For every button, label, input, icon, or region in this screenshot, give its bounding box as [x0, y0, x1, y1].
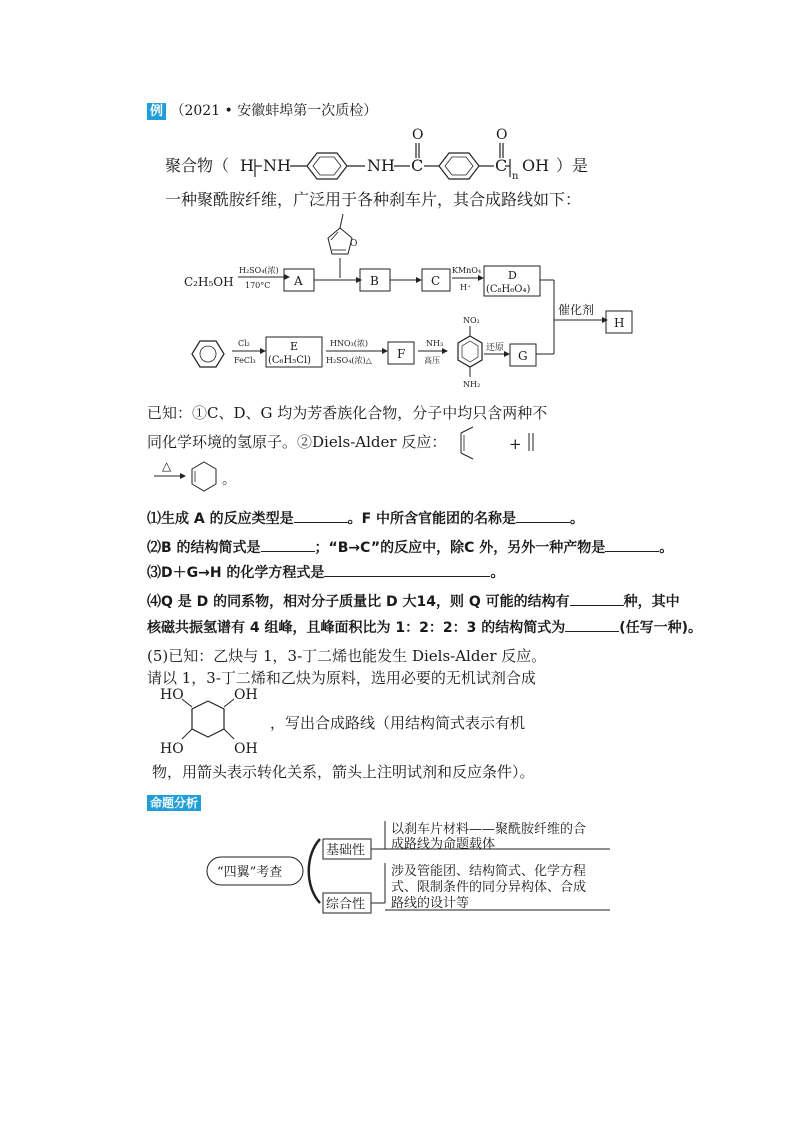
source-label: （2021 • 安徽蚌埠第一次质检） — [170, 103, 378, 119]
answer-blank-2a[interactable] — [261, 537, 315, 552]
example-tag: 例 — [147, 103, 166, 120]
box-f-label: F — [397, 347, 406, 361]
box-d-formula: (C₈H₆O₄) — [486, 284, 531, 295]
catalyst-label: 催化剂 — [558, 303, 595, 317]
box-d-label: D — [508, 269, 517, 282]
formula-nh2: NH — [367, 156, 395, 175]
box-c-label: C — [431, 274, 441, 288]
header — [147, 100, 377, 120]
intro-prefix: 聚合物（ — [165, 156, 230, 175]
question-5-line-3: ，写出合成路线（用结构简式表示有机 — [270, 714, 526, 732]
question-5-line-1: (5)已知：乙炔与 1，3-丁二烯也能发生 Diels-Alder 反应。 — [147, 647, 547, 665]
tetrol-oh-2: OH — [234, 741, 258, 757]
analysis-header — [147, 792, 201, 811]
formula-c1: C — [411, 156, 424, 175]
formula-o1: O — [412, 127, 424, 143]
box-a-label: A — [294, 274, 303, 288]
answer-blank-1b[interactable] — [516, 508, 570, 523]
cond-e-top: Cl₂ — [238, 339, 250, 348]
cond-e-bottom: FeCl₃ — [234, 356, 256, 365]
question-2: ⑵B 的结构简式是 ；“B→C”的反应中，除C 外，另外一种产物是 。 — [147, 537, 673, 557]
cond1-bottom: 170°C — [245, 281, 271, 290]
ethylene-structure — [529, 433, 533, 451]
svg-text:O: O — [350, 239, 358, 249]
tetrol-ho-1: HO — [160, 687, 184, 703]
box-h-label: H — [614, 316, 625, 330]
target-tetrol-structure — [160, 685, 270, 757]
four-wings-diagram — [205, 815, 625, 925]
cond-f-bottom: H₂SO₄(浓)△ — [326, 356, 372, 365]
text-1-line-2: 成路线为命题载体 — [391, 837, 496, 852]
diels-alder-product — [152, 458, 236, 498]
cond-c-top: KMnO₄ — [452, 266, 482, 275]
intro-suffix: ）是 — [556, 156, 589, 175]
intro-line-2: 一种聚酰胺纤维，广泛用于各种刹车片，其合成路线如下： — [165, 190, 582, 209]
answer-blank-1a[interactable] — [294, 508, 348, 523]
text-1-line-1: 以刹车片材料——聚酰胺纤维的合 — [391, 822, 587, 837]
tetrol-oh-1: OH — [234, 687, 258, 703]
synthesis-route — [180, 210, 650, 400]
cond-c-bottom: H⁺ — [460, 283, 472, 292]
formula-c2: C — [495, 156, 508, 175]
methylfuran-structure — [328, 214, 357, 278]
diels-alder-reactants — [455, 425, 555, 465]
question-5-line-2: 请以 1，3-丁二烯和乙炔为原料，选用必要的无机试剂合成 — [147, 669, 536, 687]
known-line-1: 已知：①C、D、G 均为芳香族化合物，分子中均只含两种不 — [147, 404, 548, 422]
label-2: 综合性 — [326, 897, 366, 912]
question-1: ⑴生成 A 的反应类型是 。F 中所含官能团的名称是 。 — [147, 508, 584, 528]
box-b-label: B — [370, 274, 379, 288]
label-1: 基础性 — [326, 843, 366, 858]
cond-nh3-top: NH₃ — [426, 339, 444, 348]
no2-label: NO₂ — [463, 316, 480, 325]
text-2-line-3: 路线的设计等 — [391, 896, 470, 911]
answer-blank-2b[interactable] — [605, 537, 659, 552]
formula-o2: O — [496, 127, 508, 143]
benzene-start — [192, 341, 224, 367]
formula-oh: OH — [522, 156, 550, 175]
answer-blank-3[interactable] — [324, 562, 490, 577]
text-2-line-1: 涉及管能团、结构简式、化学方程 — [391, 864, 587, 879]
formula-n: n — [512, 171, 519, 182]
polymer-formula — [160, 125, 610, 185]
bracket — [309, 839, 320, 903]
butadiene-structure — [461, 427, 473, 459]
box-g-label: G — [518, 349, 528, 363]
known-line-2: 同化学环境的氢原子。②Diels-Alder 反应： — [147, 433, 447, 451]
heat-symbol: △ — [162, 459, 172, 473]
formula-h: H — [240, 156, 254, 175]
center-label: “四翼”考查 — [217, 865, 283, 880]
formula-nh1: NH — [263, 156, 291, 175]
box-e-label: E — [290, 340, 299, 353]
question-4-line-1: ⑷Q 是 D 的同系物，相对分子质量比 D 大14，则 Q 可能的结构有 种，其中 — [147, 591, 680, 611]
tetrol-ho-2: HO — [160, 741, 184, 757]
nh2-label: NH₂ — [463, 380, 481, 389]
text-2-line-2: 式、限制条件的同分异构体、合成 — [391, 880, 587, 895]
cond-nh3-bottom: 高压 — [424, 356, 440, 365]
answer-blank-4a[interactable] — [570, 591, 624, 606]
answer-blank-4b[interactable] — [565, 617, 619, 632]
cond1-top: H₂SO₄(浓) — [239, 266, 279, 275]
cond-f-top: HNO₃(浓) — [330, 339, 368, 348]
question-3: ⑶D＋G→H 的化学方程式是 。 — [147, 562, 504, 582]
nitroaniline-structure — [458, 316, 482, 389]
plus-sign: + — [509, 435, 522, 453]
start-ethanol: C₂H₅OH — [184, 275, 234, 289]
known-end: 。 — [222, 472, 236, 488]
cyclohexene-structure — [192, 462, 216, 491]
box-e-formula: (C₆H₅Cl) — [268, 355, 312, 366]
question-5-line-4: 物，用箭头表示转化关系，箭头上注明试剂和反应条件）。 — [152, 763, 535, 781]
analysis-tag: 命题分析 — [147, 795, 201, 811]
cond-reduce: 还原 — [486, 343, 505, 353]
question-4-line-2: 核磁共振氢谱有 4 组峰，且峰面积比为 1：2：2：3 的结构简式为 (任写一种)。 — [147, 617, 702, 637]
